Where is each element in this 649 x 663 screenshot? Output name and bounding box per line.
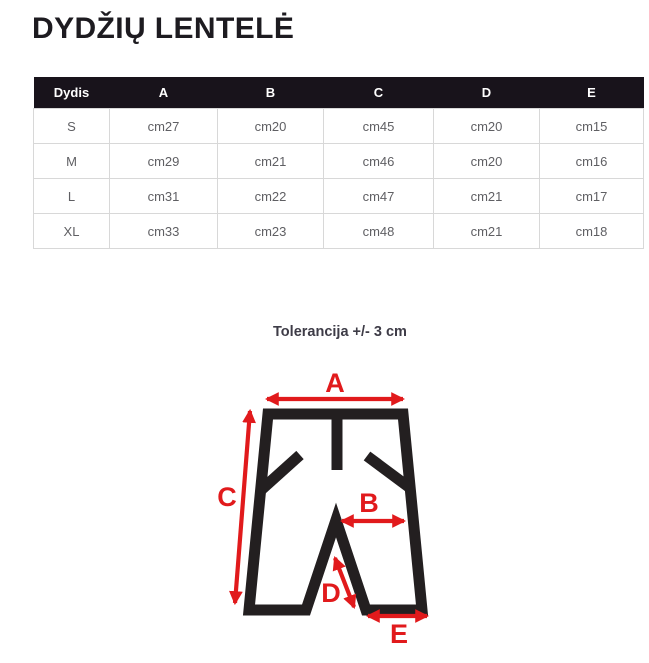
- size-cell: XL: [34, 214, 110, 249]
- value-cell: cm17: [540, 179, 644, 214]
- value-cell: cm18: [540, 214, 644, 249]
- value-cell: cm31: [110, 179, 218, 214]
- value-cell: cm20: [218, 109, 324, 144]
- column-header-a: A: [110, 77, 218, 109]
- value-cell: cm47: [324, 179, 434, 214]
- column-header-c: C: [324, 77, 434, 109]
- value-cell: cm21: [434, 214, 540, 249]
- dimension-a-label: A: [325, 368, 345, 398]
- value-cell: cm45: [324, 109, 434, 144]
- value-cell: cm21: [218, 144, 324, 179]
- size-cell: M: [34, 144, 110, 179]
- column-header-size: Dydis: [34, 77, 110, 109]
- column-header-e: E: [540, 77, 644, 109]
- table-row-xl: [34, 214, 644, 249]
- size-table-header: [34, 77, 644, 109]
- dimension-e-label: E: [389, 619, 409, 649]
- tolerance-note: Tolerancija +/- 3 cm: [273, 324, 407, 340]
- table-row-m: [34, 144, 644, 179]
- column-header-d: D: [434, 77, 540, 109]
- value-cell: cm33: [110, 214, 218, 249]
- value-cell: cm20: [434, 144, 540, 179]
- dimension-d-label: D: [321, 578, 341, 608]
- value-cell: cm29: [110, 144, 218, 179]
- value-cell: cm48: [324, 214, 434, 249]
- value-cell: cm46: [324, 144, 434, 179]
- value-cell: cm22: [218, 179, 324, 214]
- value-cell: cm21: [434, 179, 540, 214]
- dimension-b-label: B: [359, 488, 379, 518]
- page-title: DYDŽIŲ LENTELĖ: [32, 12, 295, 45]
- table-row-s: [34, 109, 644, 144]
- size-cell: S: [34, 109, 110, 144]
- size-cell: L: [34, 179, 110, 214]
- shorts-measurement-diagram: [190, 355, 490, 663]
- value-cell: cm16: [540, 144, 644, 179]
- table-row-l: [34, 179, 644, 214]
- size-table: [33, 77, 644, 249]
- dimension-c-label: C: [217, 482, 237, 512]
- column-header-b: B: [218, 77, 324, 109]
- value-cell: cm27: [110, 109, 218, 144]
- value-cell: cm20: [434, 109, 540, 144]
- value-cell: cm15: [540, 109, 644, 144]
- value-cell: cm23: [218, 214, 324, 249]
